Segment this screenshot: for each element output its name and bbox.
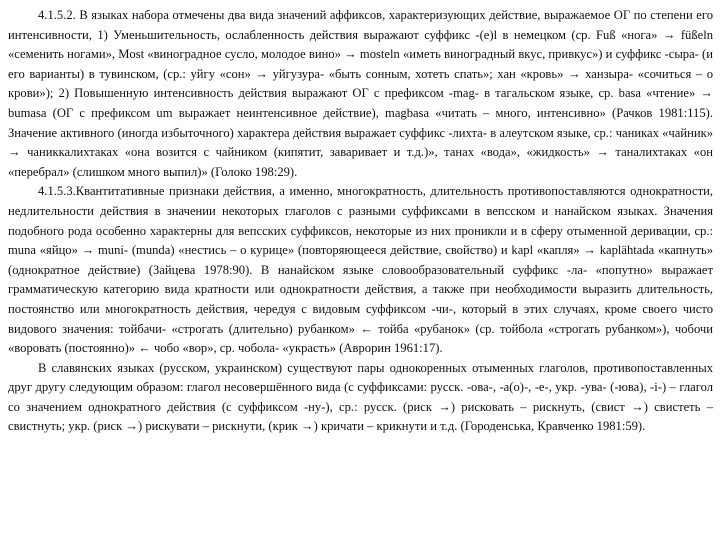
paragraph-slavic-languages: В славянских языках (русском, украинском) существуют пары однокоренных отыменных глаголов, противопоставленных друг другу следующим образом: глагол несовершённого вида (с суффиксами: русск. -ова-, -а(о)-, -е-, укр. -ува- (-юва), -і-) – глагол со значением однократного действия (с суффиксом -ну-), ср.: русск. (риск →) рисковать – рискнуть, (свист →) свистеть – свистнуть; укр. (риск →) рискувати – рискнути, (крик →) кричати – крикнути и т.д. (Городенська, Кравченко 1981:59).: [8, 360, 713, 434]
document-page: [8, 6, 713, 437]
paragraph-4-1-5-2: 4.1.5.2. В языках набора отмечены два вида значений аффиксов, характеризующих действие, выражаемое ОГ по степени его интенсивности, 1) Уменьшительность, ослабленность действия выражают суффикс -(e)l в немецком (ср. Fuß «нога» → füßeln «семенить ногами», Most «виноградное сусло, молодое вино» → mosteln «иметь виноградный вкус, привкус») и суффикс -сыра- (и его варианты) в тувинском, (ср.: уйгу «сон» → уйгузура- «быть сонным, хотеть спать»; хан «кровь» → ханзыра- «сочиться – о крови»); 2) Повышенную интенсивность действия выражают ОГ с префиксом -mag- в тагальском языке, ср. basa «чтение» → bumasa (ОГ с префиксом um выражает неинтенсивное действие), magbasa «читать – много, интенсивно» (Рачков 1981:115). Значение активного (иногда избыточного) характера действия выражает суффикс -лихта- в алеутском языке, ср.: чаниках «чайник» → чаниккалихтаках «она возится с чайником (кипятит, заваривает и т.д.)», танах «вода», «жидкость» → таналихтаках «он «перебрал» (слишком много выпил)» (Голоко 198:29).: [8, 8, 713, 179]
paragraph-4-1-5-3: 4.1.5.3.Квантитативные признаки действия, а именно, многократность, длительность противопоставляются однократности, недлительности действия в значении некоторых глаголов с разными суффиксами в вепсском и нанайском языках. Значения подобного рода особенно характерны для вепсских суффиксов, некоторые из них проникли и в сферу отыменной деривации, ср.: muna «яйцо» → muni- (munda) «нестись – о курице» (повторяющееся действие, свойство) и kapl «капля» → kaplähtada «капнуть» (однократное действие) (Зайцева 1978:90). В нанайском языке словообразовательный суффикс -ла- «попутно» выражает грамматическую категорию вида кратности или однократности действия, а также при необходимости выразить длительность, постоянство или многократность действия, чередуя с видовым суффиксом -чи-, который в этих случаях, кроме своего чисто видового значения: тойбачи- «строгать (длительно) рубанком» ← тойба «рубанок» (ср. тойбола «строгать рубанком»), чобочи «воровать (постоянно)» ← чобо «вор», ср. чобола- «украсть» (Аврорин 1961:17).: [8, 184, 713, 356]
